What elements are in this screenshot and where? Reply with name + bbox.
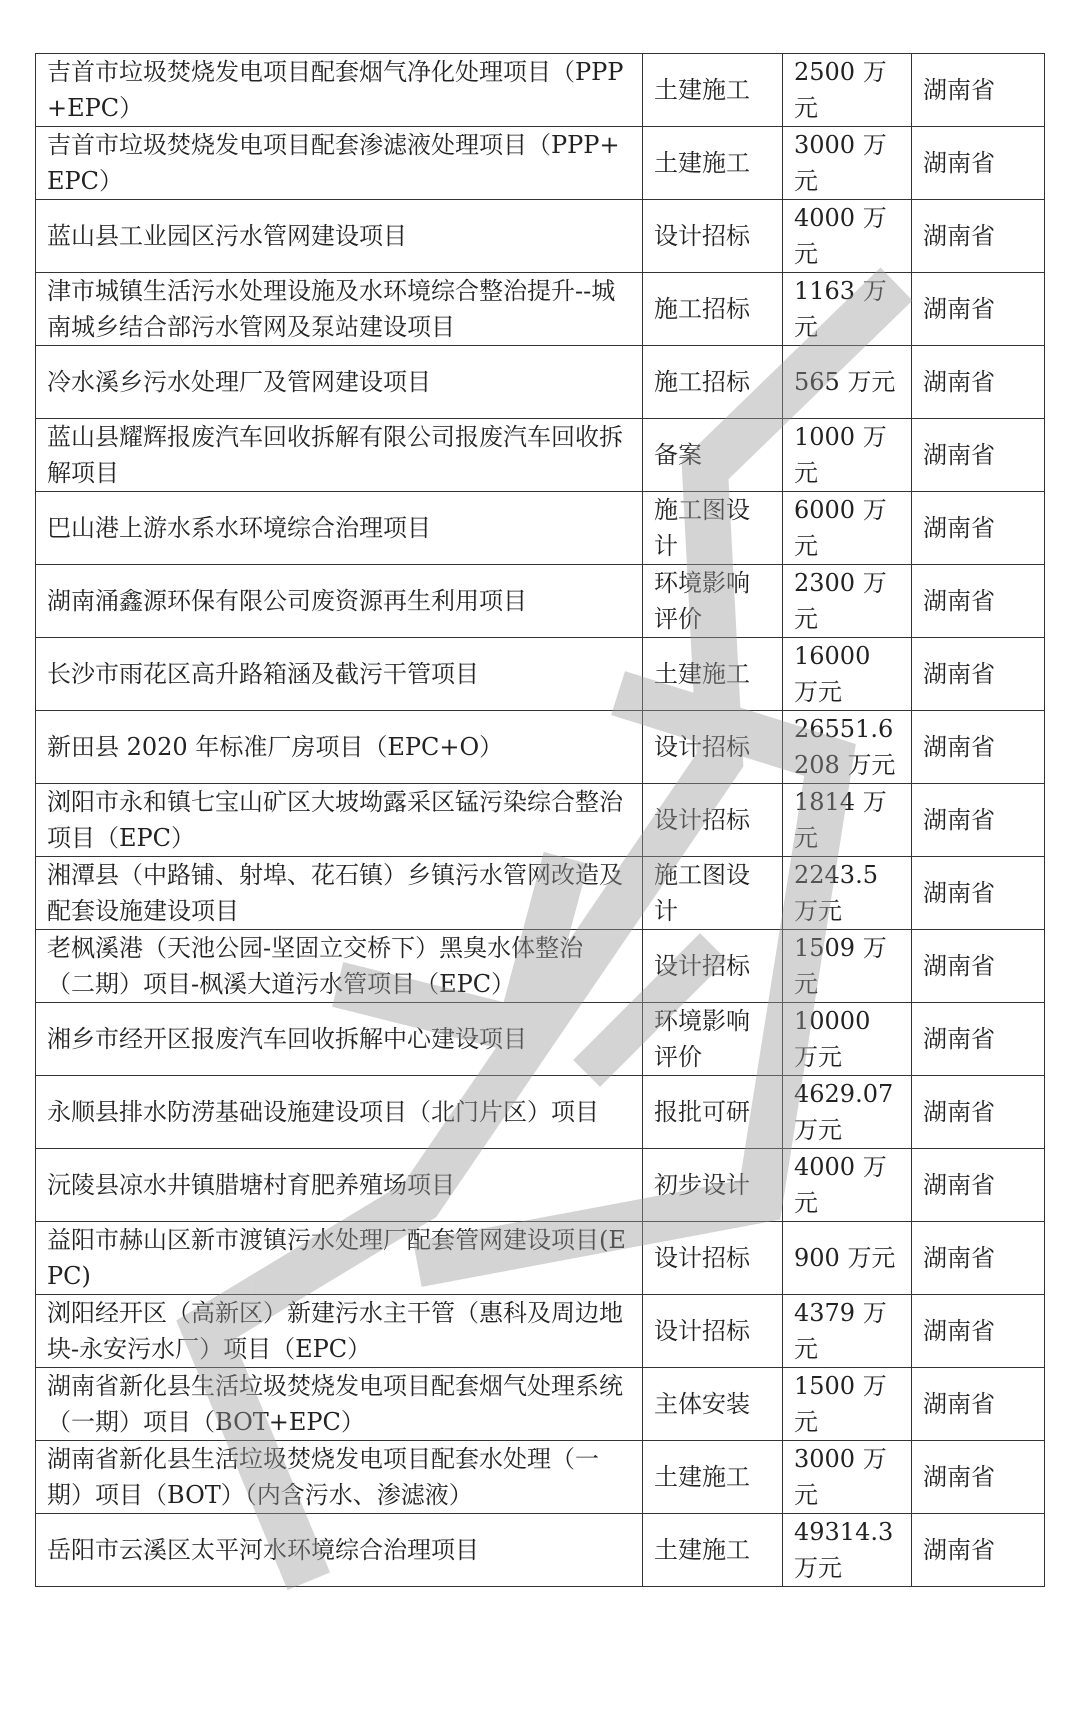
table-row [36,711,1045,784]
table-row [36,492,1045,565]
table-row [36,54,1045,127]
project-amount-cell: 1500 万元 [783,1368,912,1441]
table-row [36,638,1045,711]
table-row [36,857,1045,930]
project-province-cell: 湖南省 [912,273,1045,346]
project-amount-cell: 4379 万元 [783,1295,912,1368]
project-name-cell: 湘潭县（中路铺、射埠、花石镇）乡镇污水管网改造及配套设施建设项目 [36,857,643,930]
project-stage-cell: 设计招标 [643,1295,783,1368]
project-amount-cell: 16000 万元 [783,638,912,711]
project-name-cell: 津市城镇生活污水处理设施及水环境综合整治提升--城南城乡结合部污水管网及泵站建设项目 [36,273,643,346]
project-stage-cell: 备案 [643,419,783,492]
project-amount-cell: 6000 万元 [783,492,912,565]
project-name-cell: 永顺县排水防涝基础设施建设项目（北门片区）项目 [36,1076,643,1149]
project-stage-cell: 土建施工 [643,638,783,711]
project-amount-cell: 1814 万元 [783,784,912,857]
table-row [36,565,1045,638]
project-stage-cell: 土建施工 [643,54,783,127]
project-province-cell: 湖南省 [912,419,1045,492]
table-row [36,1003,1045,1076]
project-province-cell: 湖南省 [912,930,1045,1003]
project-stage-cell: 设计招标 [643,930,783,1003]
project-province-cell: 湖南省 [912,1003,1045,1076]
project-amount-cell: 3000 万元 [783,1441,912,1514]
project-amount-cell: 4629.07 万元 [783,1076,912,1149]
project-province-cell: 湖南省 [912,1368,1045,1441]
project-province-cell: 湖南省 [912,1514,1045,1587]
project-stage-cell: 施工图设计 [643,492,783,565]
project-stage-cell: 设计招标 [643,200,783,273]
table-row [36,1514,1045,1587]
project-stage-cell: 设计招标 [643,784,783,857]
project-province-cell: 湖南省 [912,565,1045,638]
project-province-cell: 湖南省 [912,492,1045,565]
project-amount-cell: 900 万元 [783,1222,912,1295]
table-row [36,1076,1045,1149]
project-province-cell: 湖南省 [912,638,1045,711]
project-province-cell: 湖南省 [912,200,1045,273]
project-amount-cell: 2243.5 万元 [783,857,912,930]
project-stage-cell: 施工招标 [643,346,783,419]
project-name-cell: 蓝山县工业园区污水管网建设项目 [36,200,643,273]
project-stage-cell: 土建施工 [643,1514,783,1587]
project-province-cell: 湖南省 [912,1222,1045,1295]
project-stage-cell: 环境影响评价 [643,1003,783,1076]
project-amount-cell: 1163 万元 [783,273,912,346]
project-amount-cell: 2500 万元 [783,54,912,127]
project-stage-cell: 初步设计 [643,1149,783,1222]
project-name-cell: 蓝山县耀辉报废汽车回收拆解有限公司报废汽车回收拆解项目 [36,419,643,492]
project-province-cell: 湖南省 [912,857,1045,930]
project-stage-cell: 土建施工 [643,1441,783,1514]
table-row [36,1222,1045,1295]
project-province-cell: 湖南省 [912,1441,1045,1514]
project-amount-cell: 26551.6208 万元 [783,711,912,784]
project-province-cell: 湖南省 [912,54,1045,127]
project-name-cell: 冷水溪乡污水处理厂及管网建设项目 [36,346,643,419]
project-province-cell: 湖南省 [912,1149,1045,1222]
project-amount-cell: 4000 万元 [783,200,912,273]
table-row [36,127,1045,200]
project-stage-cell: 环境影响评价 [643,565,783,638]
table-row [36,346,1045,419]
project-stage-cell: 施工图设计 [643,857,783,930]
project-province-cell: 湖南省 [912,127,1045,200]
project-province-cell: 湖南省 [912,1076,1045,1149]
project-name-cell: 浏阳市永和镇七宝山矿区大坡坳露采区锰污染综合整治项目（EPC） [36,784,643,857]
project-stage-cell: 施工招标 [643,273,783,346]
project-province-cell: 湖南省 [912,346,1045,419]
project-province-cell: 湖南省 [912,784,1045,857]
project-name-cell: 湖南省新化县生活垃圾焚烧发电项目配套水处理（一期）项目（BOT）（内含污水、渗滤液） [36,1441,643,1514]
project-name-cell: 沅陵县凉水井镇腊塘村育肥养殖场项目 [36,1149,643,1222]
project-stage-cell: 主体安装 [643,1368,783,1441]
table-row [36,1368,1045,1441]
project-amount-cell: 10000 万元 [783,1003,912,1076]
table-row [36,1149,1045,1222]
project-name-cell: 新田县 2020 年标准厂房项目（EPC+O） [36,711,643,784]
project-stage-cell: 土建施工 [643,127,783,200]
project-name-cell: 长沙市雨花区高升路箱涵及截污干管项目 [36,638,643,711]
project-name-cell: 湖南涌鑫源环保有限公司废资源再生利用项目 [36,565,643,638]
table-row [36,930,1045,1003]
project-amount-cell: 1000 万元 [783,419,912,492]
project-table [35,53,1045,1587]
table-row [36,784,1045,857]
project-name-cell: 巴山港上游水系水环境综合治理项目 [36,492,643,565]
project-name-cell: 浏阳经开区（高新区）新建污水主干管（惠科及周边地块-永安污水厂）项目（EPC） [36,1295,643,1368]
project-stage-cell: 设计招标 [643,1222,783,1295]
table-row [36,200,1045,273]
project-stage-cell: 报批可研 [643,1076,783,1149]
project-amount-cell: 3000 万元 [783,127,912,200]
table-row [36,273,1045,346]
project-name-cell: 湘乡市经开区报废汽车回收拆解中心建设项目 [36,1003,643,1076]
table-row [36,419,1045,492]
project-stage-cell: 设计招标 [643,711,783,784]
table-row [36,1441,1045,1514]
project-name-cell: 岳阳市云溪区太平河水环境综合治理项目 [36,1514,643,1587]
project-name-cell: 吉首市垃圾焚烧发电项目配套渗滤液处理项目（PPP+EPC） [36,127,643,200]
project-amount-cell: 49314.3 万元 [783,1514,912,1587]
project-province-cell: 湖南省 [912,711,1045,784]
project-amount-cell: 2300 万元 [783,565,912,638]
project-amount-cell: 565 万元 [783,346,912,419]
project-amount-cell: 1509 万元 [783,930,912,1003]
project-amount-cell: 4000 万元 [783,1149,912,1222]
project-name-cell: 老枫溪港（天池公园-坚固立交桥下）黑臭水体整治（二期）项目-枫溪大道污水管项目（EPC） [36,930,643,1003]
project-province-cell: 湖南省 [912,1295,1045,1368]
project-table-body [36,54,1045,1587]
project-name-cell: 益阳市赫山区新市渡镇污水处理厂配套管网建设项目(EPC) [36,1222,643,1295]
table-row [36,1295,1045,1368]
project-name-cell: 吉首市垃圾焚烧发电项目配套烟气净化处理项目（PPP+EPC） [36,54,643,127]
project-name-cell: 湖南省新化县生活垃圾焚烧发电项目配套烟气处理系统（一期）项目（BOT+EPC） [36,1368,643,1441]
